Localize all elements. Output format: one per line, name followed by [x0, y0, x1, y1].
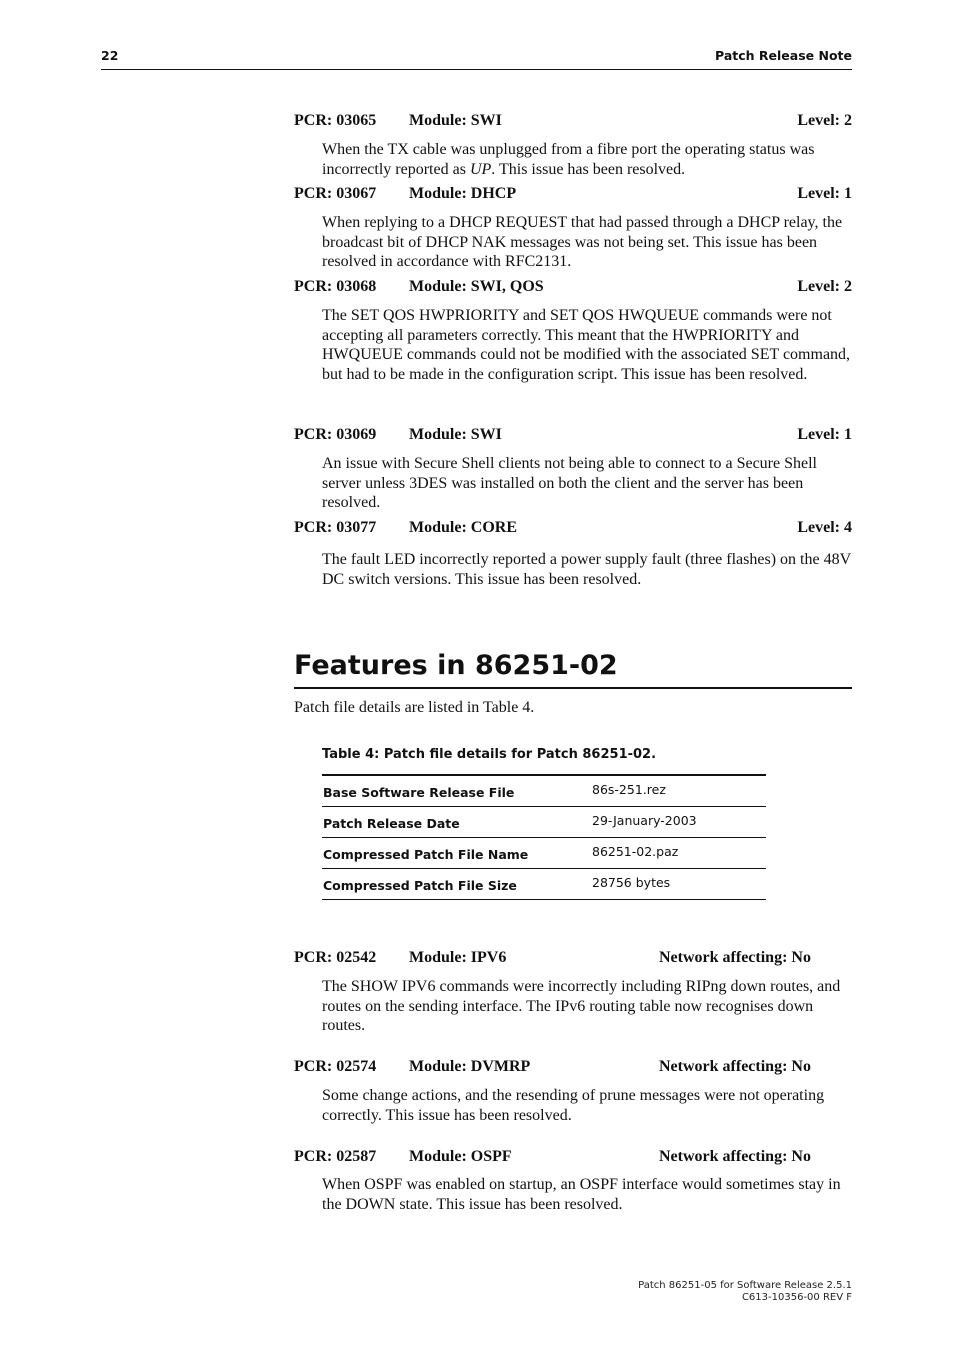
- footer-line-2: C613-10356-00 REV F: [741, 1292, 852, 1303]
- description-text: . This issue has been resolved.: [491, 160, 686, 178]
- pcr-module: Module: IPV6: [409, 949, 507, 966]
- status-emphasis: UP: [469, 160, 492, 178]
- pcr-description-02574: Some change actions, and the resending of prune messages were not operating correctly. This issue has been resolved.: [322, 1087, 825, 1124]
- table-key: Patch Release Date: [322, 807, 591, 838]
- table-value: 86s-251.rez: [591, 775, 766, 807]
- running-title: Patch Release Note: [715, 48, 852, 63]
- patch-details-table: [322, 774, 766, 900]
- pcr-number: PCR: 03077: [294, 519, 377, 536]
- pcr-network-affecting: Network affecting: No: [659, 1148, 811, 1165]
- pcr-module: Module: OSPF: [409, 1148, 512, 1165]
- description-text: When the TX cable was unplugged from a fibre port the operating status was incorrectly reported as: [322, 141, 815, 178]
- pcr-description-03067: When replying to a DHCP REQUEST that had passed through a DHCP relay, the broadcast bit of DHCP NAK messages was not being set. This issue has been resolved in accordance with RFC2131.: [322, 214, 843, 270]
- pcr-number: PCR: 03068: [294, 278, 377, 295]
- section-intro: Patch file details are listed in Table 4.: [294, 699, 535, 716]
- pcr-level: Level: 4: [797, 519, 852, 536]
- section-title: Features in 86251-02: [294, 646, 852, 689]
- pcr-network-affecting: Network affecting: No: [659, 1058, 811, 1075]
- pcr-network-affecting: Network affecting: No: [659, 949, 811, 966]
- table-caption: Table 4: Patch file details for Patch 86251-02.: [322, 747, 657, 762]
- pcr-level: Level: 2: [797, 112, 852, 129]
- pcr-level: Level: 1: [797, 185, 852, 202]
- pcr-description-03077: The fault LED incorrectly reported a power supply fault (three flashes) on the 48V DC switch versions. This issue has been resolved.: [322, 551, 851, 588]
- table-row: [322, 807, 766, 838]
- pcr-module: Module: SWI, QOS: [409, 278, 544, 295]
- table-value: 86251-02.paz: [591, 838, 766, 869]
- table-value: 28756 bytes: [591, 869, 766, 900]
- pcr-number: PCR: 03067: [294, 185, 377, 202]
- pcr-description-03065: [322, 140, 854, 179]
- footer-line-1: Patch 86251-05 for Software Release 2.5.1: [638, 1280, 852, 1291]
- pcr-module: Module: CORE: [409, 519, 517, 536]
- table-row: [322, 869, 766, 900]
- page-number: 22: [101, 48, 119, 63]
- pcr-module: Module: SWI: [409, 112, 502, 129]
- table-key: Compressed Patch File Name: [322, 838, 591, 869]
- pcr-module: Module: SWI: [409, 426, 502, 443]
- pcr-number: PCR: 02587: [294, 1148, 377, 1165]
- pcr-description-03068: The SET QOS HWPRIORITY and SET QOS HWQUEUE commands were not accepting all parameters correctly. This meant that the HWPRIORITY and HWQUEUE commands could not be modified with the associated SET command, but had to be made in the configuration script. This issue has been resolved.: [322, 307, 851, 383]
- table-key: Compressed Patch File Size: [322, 869, 591, 900]
- pcr-level: Level: 2: [797, 278, 852, 295]
- table-row: [322, 775, 766, 807]
- pcr-number: PCR: 03065: [294, 112, 377, 129]
- pcr-number: PCR: 02574: [294, 1058, 377, 1075]
- page-header: [101, 48, 852, 70]
- pcr-description-02587: When OSPF was enabled on startup, an OSPF interface would sometimes stay in the DOWN state. This issue has been resolved.: [322, 1176, 841, 1213]
- pcr-description-02542: The SHOW IPV6 commands were incorrectly including RIPng down routes, and routes on the sending interface. The IPv6 routing table now recognises down routes.: [322, 978, 841, 1034]
- table-value: 29-January-2003: [591, 807, 766, 838]
- page-footer: [638, 1280, 852, 1304]
- pcr-number: PCR: 03069: [294, 426, 377, 443]
- table-key: Base Software Release File: [322, 775, 591, 807]
- table-row: [322, 838, 766, 869]
- pcr-description-03069: An issue with Secure Shell clients not being able to connect to a Secure Shell server unless 3DES was installed on both the client and the server has been resolved.: [322, 455, 817, 511]
- pcr-module: Module: DVMRP: [409, 1058, 531, 1075]
- pcr-level: Level: 1: [797, 426, 852, 443]
- pcr-number: PCR: 02542: [294, 949, 377, 966]
- pcr-module: Module: DHCP: [409, 185, 517, 202]
